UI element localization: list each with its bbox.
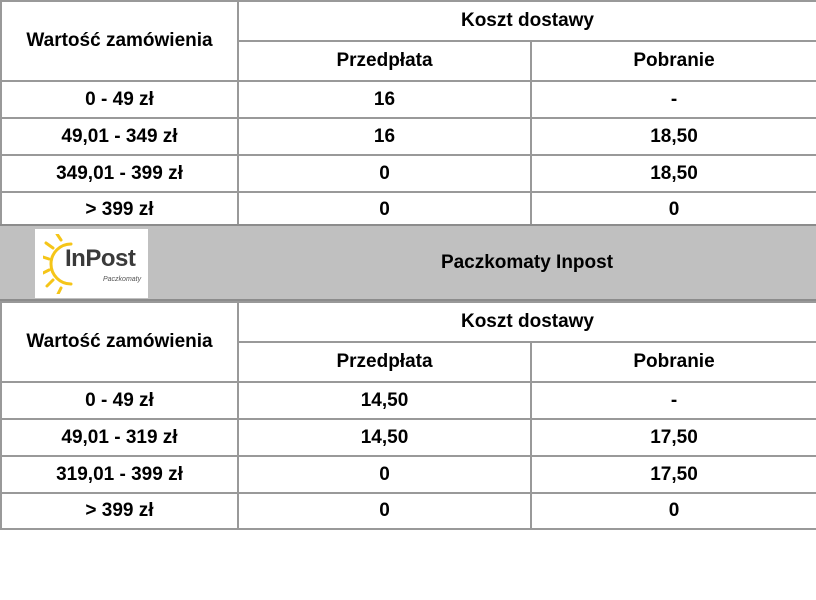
range-cell: 49,01 - 319 zł [1, 419, 238, 456]
table-row [1, 382, 816, 419]
table-row [1, 456, 816, 493]
prepay-cell: 0 [238, 493, 531, 529]
cod-header: Pobranie [531, 41, 816, 81]
cod-cell: 17,50 [531, 419, 816, 456]
parcel-locker-shipping-table [0, 301, 816, 530]
table-row [1, 419, 816, 456]
range-cell: 349,01 - 399 zł [1, 155, 238, 192]
range-cell: 0 - 49 zł [1, 382, 238, 419]
delivery-cost-header: Koszt dostawy [238, 302, 816, 342]
banner-title: Paczkomaty Inpost [440, 252, 614, 273]
prepay-cell: 14,50 [238, 419, 531, 456]
paczkomaty-banner [0, 224, 816, 301]
cod-cell: 0 [531, 493, 816, 529]
range-cell: 319,01 - 399 zł [1, 456, 238, 493]
prepay-cell: 0 [238, 192, 531, 227]
prepayment-header: Przedpłata [238, 41, 531, 81]
cod-cell: - [531, 382, 816, 419]
prepayment-header: Przedpłata [238, 342, 531, 382]
order-value-header: Wartość zamówienia [1, 1, 238, 81]
logo-subtext: Paczkomaty [103, 276, 142, 283]
prepay-cell: 0 [238, 456, 531, 493]
table-row [1, 192, 816, 227]
table-row [1, 155, 816, 192]
cod-header: Pobranie [531, 342, 816, 382]
prepay-cell: 16 [238, 81, 531, 118]
prepay-cell: 14,50 [238, 382, 531, 419]
cod-cell: - [531, 81, 816, 118]
cod-cell: 18,50 [531, 118, 816, 155]
delivery-cost-header: Koszt dostawy [238, 1, 816, 41]
range-cell: > 399 zł [1, 493, 238, 529]
courier-shipping-table [0, 0, 816, 228]
cod-cell: 17,50 [531, 456, 816, 493]
logo-text: InPost [65, 245, 136, 272]
prepay-cell: 0 [238, 155, 531, 192]
range-cell: > 399 zł [1, 192, 238, 227]
table-row [1, 81, 816, 118]
range-cell: 49,01 - 349 zł [1, 118, 238, 155]
order-value-header: Wartość zamówienia [1, 302, 238, 382]
cod-cell: 0 [531, 192, 816, 227]
inpost-logo [35, 229, 148, 298]
table-row [1, 493, 816, 529]
table-row [1, 118, 816, 155]
range-cell: 0 - 49 zł [1, 81, 238, 118]
prepay-cell: 16 [238, 118, 531, 155]
cod-cell: 18,50 [531, 155, 816, 192]
